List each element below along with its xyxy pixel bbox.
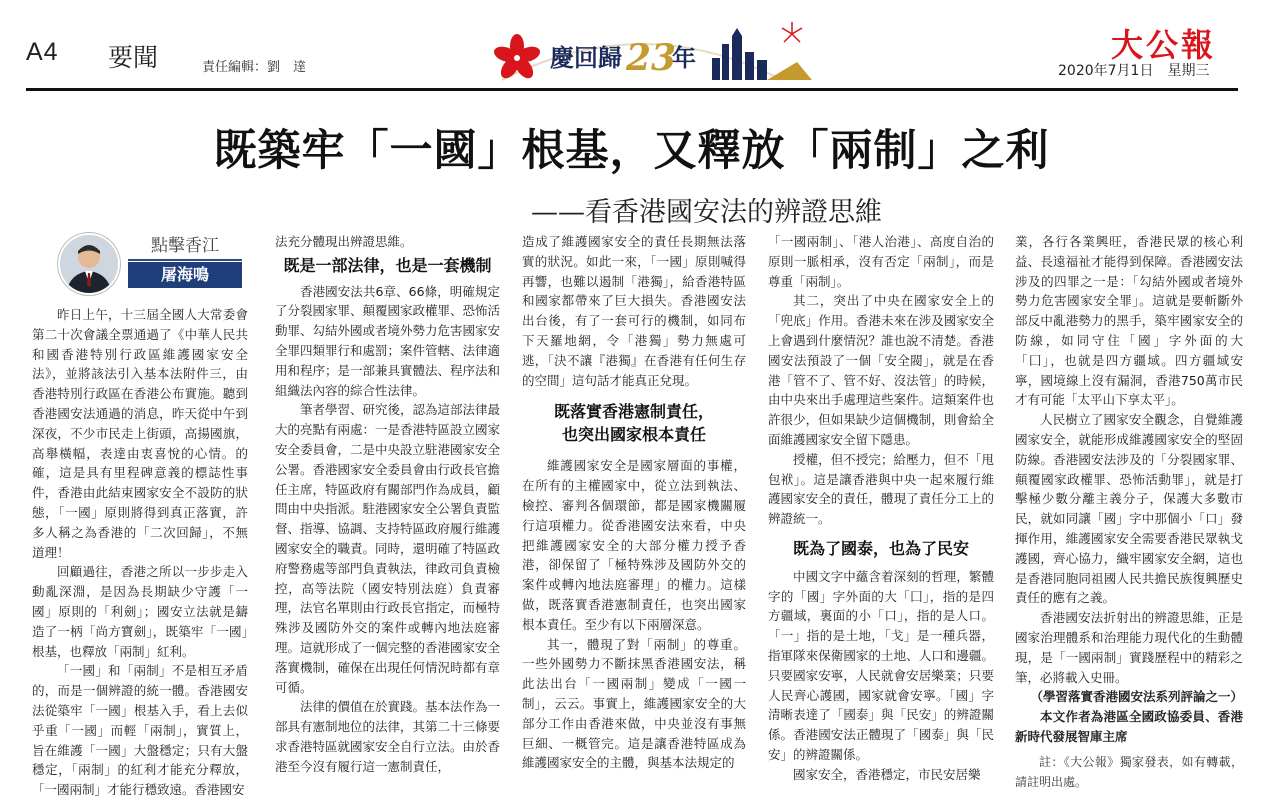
author-avatar [58, 233, 120, 295]
paragraph: 授權，但不授完；給壓力，但不「甩包袱」。這是讓香港與中央一起來履行維護國家安全的責任，體現了責任分工上的辨證統一。 [768, 451, 994, 527]
skyline-icon [712, 28, 812, 80]
paragraph: 其一，體現了對「兩制」的尊重。一些外國勢力不斷抹黑香港國安法，稱此法出台「一國兩制」變成「一國一制」，云云。事實上，維護國家安全的大部分工作由香港來做，中央並沒有事無巨細、一概管完。這是讓香港特區成為維護國家安全的主體，與基本法規定的 [522, 636, 746, 771]
section-heading: 既是一部法律，也是一套機制 [283, 255, 492, 275]
article-column-4 [768, 232, 994, 785]
article-column-1 [32, 305, 248, 800]
series-note: （學習落實香港國安法系列評論之一） [1030, 689, 1243, 705]
paragraph: 其二，突出了中央在國家安全上的「兜底」作用。香港未來在涉及國家安全上會遇到什麼情況？誰也說不清楚。香港國安法預設了一個「安全閥」，就是在香港「管不了、管不好、沒法管」的時候，由中央來出手處理這些案件。這類案件也許很少，但如果缺少這個機制，則會給全面維護國家安全留下隱患。 [768, 293, 994, 447]
banner-suffix: 年 [672, 43, 696, 72]
paragraph: 維護國家安全是國家層面的事權，在所有的主權國家中，從立法到執法、檢控、審判各個環節，都是國家機關履行這項權力。從香港國安法來看，中央把維護國家安全的大部分權力授予香港，卻保留了「極特殊涉及國防外交的案件或轉內地法庭審理」的權力。這樣做，既落實香港憲制責任，也突出國家根本責任。至少有以下兩層深意。 [522, 458, 746, 632]
paragraph: 筆者學習、研究後，認為這部法律最大的亮點有兩處：一是香港特區設立國家安全委員會，二是中央設立駐港國家安全公署。香港國家安全委員會由行政長官擔任主席，特區政府有關部門作為成員，顧問由中央指派。駐港國家安全公署負責監督、指導、協調、支持特區政府履行維護國家安全的職責。同時，還明確了特區政府警務處等部門負責執法，律政司負責檢控，高等法院（國安特別法庭）負責審理，法官名單則由行政長官指定，而極特殊涉及國防外交的案件或轉內地法庭審理。這就形成了一個完整的香港國家安全落實機制，確保在出現任何情況時都有章可循。 [275, 402, 501, 695]
page-number: A4 [26, 38, 59, 66]
paragraph: 回顧過往，香港之所以一步步走入動亂深淵，是因為長期缺少守護「一國」原則的「利劍」；國安立法就是鑄造了一柄「尚方寶劍」，既築牢「一國」根基，也釋放「兩制」紅利。 [32, 564, 248, 659]
section-heading: 既為了國泰，也為了民安 [792, 538, 969, 558]
header-rule [26, 88, 1238, 91]
paragraph: 造成了維護國家安全的責任長期無法落實的狀況。如此一來，「一國」原則喊得再響，也難以遏制「港獨」，給香港特區和國家都帶來了巨大損失。香港國安法出台後，有了一套可行的機制，如同布下天羅地網，令「港獨」勢力無處可逃，「決不讓『港獨』在香港有任何生存的空間」這句話才能真正兌現。 [522, 234, 746, 388]
subheadline-text: ——看香港國安法的辨證思維 [531, 197, 882, 228]
section-title: 要聞 [108, 43, 159, 72]
column-header [58, 233, 244, 295]
banner-number: 23 [626, 37, 677, 79]
anniversary-banner [462, 14, 822, 86]
paragraph: 中國文字中蘊含着深刻的哲理，繁體字的「國」字外面的大「囗」，指的是四方疆域，裏面的小「口」，指的是人口。「一」指的是土地，「戈」是一種兵器，指軍隊來保衛國家的土地、人口和邊疆。只要國家安寧，人民就會安居樂業；只要人民齊心護國，國家就會安寧。「國」字清晰表達了「國泰」與「民安」的辨證關係。香港國安法正體現了「國泰」與「民安」的辨證關係。 [768, 568, 994, 762]
author-name: 屠海鳴 [128, 262, 242, 288]
paragraph: 「一國兩制」、「港人治港」、高度自治的原則一脈相承，沒有否定「兩制」，而是尊重「兩制」。 [768, 234, 994, 289]
article-column-2 [275, 232, 500, 777]
article-column-3 [522, 232, 746, 773]
paragraph: 法充分體現出辨證思維。 [275, 234, 413, 249]
headline: 既築牢「一國」根基，又釋放「兩制」之利 [213, 126, 1050, 176]
paragraph: 法律的價值在於實踐。基本法作為一部具有憲制地位的法律，其第二十三條要求香港特區就國家安全自行立法。由於香港至今沒有履行這一憲制責任， [275, 699, 501, 774]
paragraph: 昨日上午，十三屆全國人大常委會第二十次會議全票通過了《中華人民共和國香港特別行政區維護國家安全法》，並將該法引入基本法附件三，由香港特別行政區在香港公布實施。聽到香港國安法通過的消息，昨天從中午到深夜，不少市民走上街頭，高揚國旗，高舉橫幅，表達由衷喜悅的心情。的確，這是具有里程碑意義的標誌性事件，香港由此結束國家安全不設防的狀態，「一國」原則將得到真正落實，許多人稱之為香港的「二次回歸」，不無道理！ [32, 307, 248, 560]
banner-prefix: 慶回歸 [550, 43, 622, 72]
column-title: 點擊香江 [128, 233, 242, 261]
paragraph: 香港國安法折射出的辨證思維，正是國家治理體系和治理能力現代化的生動體現，是「一國兩制」實踐歷程中的精彩之筆，必將載入史冊。 [1015, 610, 1243, 685]
copyright-note: 註：《大公報》獨家發表，如有轉載，請註明出處。 [1015, 754, 1243, 789]
author-note: 本文作者為港區全國政協委員、香港新時代發展智庫主席 [1015, 709, 1243, 744]
paragraph: 「一國」和「兩制」不是相互矛盾的，而是一個辨證的統一體。香港國安法從築牢「一國」根基入手，看上去似乎重「一國」而輕「兩制」，實質上，旨在維護「一國」大盤穩定；只有大盤穩定，「兩制」的紅利才能充分釋放，「一國兩制」才能行穩致遠。香港國安 [32, 663, 248, 798]
bauhinia-icon [492, 34, 542, 82]
issue-date: 2020年7月1日 星期三 [1058, 63, 1210, 79]
subheadline [0, 190, 1263, 229]
paragraph: 香港國安法共6章、66條，明確規定了分裂國家罪、顛覆國家政權罪、恐怖活動罪、勾結外國或者境外勢力危害國家安全罪四類罪行和處罰；案件管轄、法律適用和程序；是一部兼具實體法、程序法和組織法內容的綜合性法律。 [275, 283, 501, 398]
article-column-5 [1015, 232, 1243, 792]
paragraph: 人民樹立了國家安全觀念，自覺維護國家安全，就能形成維護國家安全的堅固防線。香港國安法涉及的「分裂國家罪、顛覆國家政權罪、恐怖活動罪」，就是打擊極少數分離主義分子，保護大多數市民，就如同讓「國」字中那個小「口」發揮作用，維護國家安全需要香港民眾執戈護國，齊心協力，織牢國家安全網，這也是香港同胞同祖國人民共擔民族復興歷史責任的應有之義。 [1015, 412, 1243, 606]
editor-credit: 責任編輯：劉 達 [202, 60, 307, 75]
page-header [26, 10, 1238, 85]
firework-icon [782, 22, 802, 42]
section-heading: 既落實香港憲制責任， 也突出國家根本責任 [553, 402, 714, 445]
paragraph: 國家安全，香港穩定，市民安居樂 [793, 766, 981, 782]
newspaper-logo: 大公報 [1111, 26, 1217, 64]
paragraph: 業，各行各業興旺，香港民眾的核心利益、長遠福祉才能得到保障。香港國安法涉及的四罪之一是：「勾結外國或者境外勢力危害國家安全罪」。這就是要斬斷外部反中亂港勢力的黑手，築牢國家安全的防線，如同守住「國」字外面的大「囗」，也就是四方疆域。四方疆域安寧，國境線上沒有漏洞，香港750萬市民才有可能「太平山下享太平」。 [1015, 234, 1243, 408]
